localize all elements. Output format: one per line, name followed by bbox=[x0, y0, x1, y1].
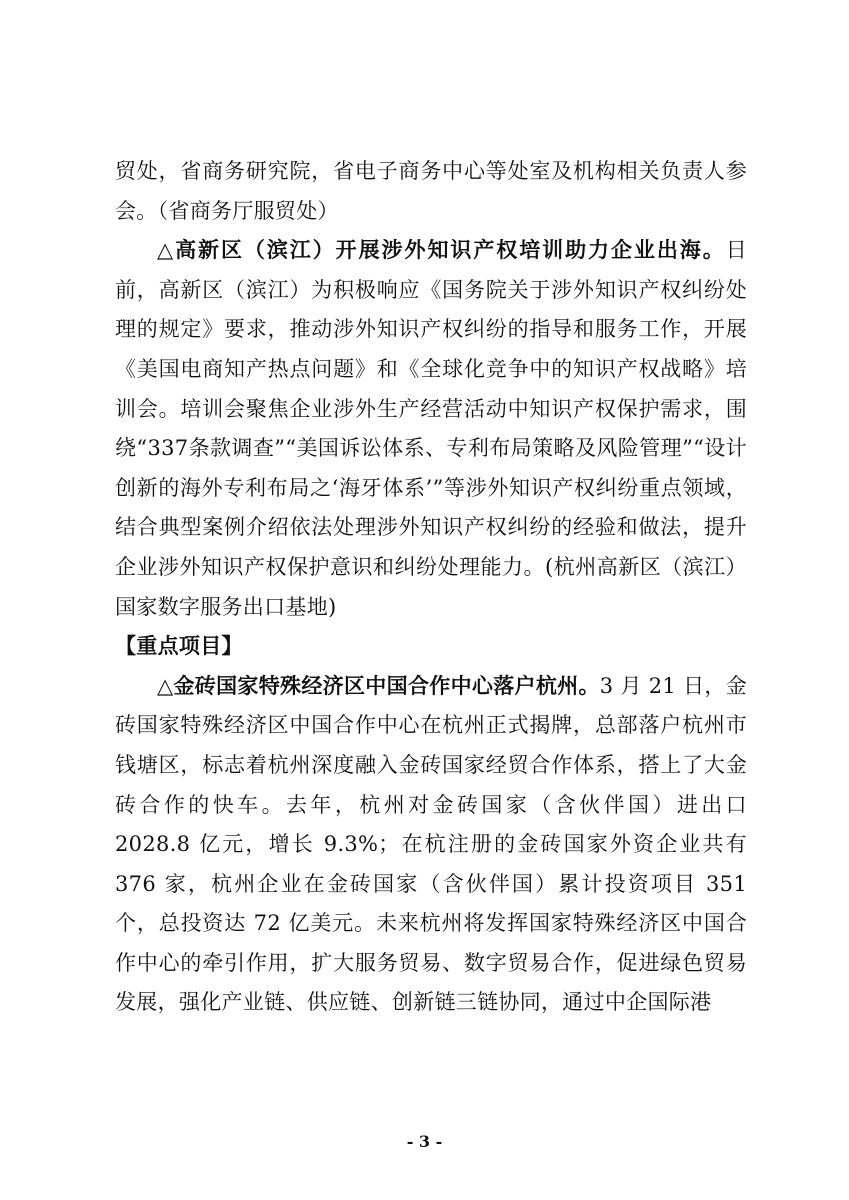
document-body bbox=[115, 152, 747, 1023]
news-item-hi-tech-zone bbox=[115, 231, 747, 627]
page-number: - 3 - bbox=[406, 1132, 443, 1151]
section-heading-key-projects: 【重点项目】 bbox=[115, 634, 243, 659]
news-item-title: △高新区（滨江）开展涉外知识产权培训助力企业出海。 bbox=[157, 238, 726, 263]
news-item-body: 3 月 21 日，金砖国家特殊经济区中国合作中心在杭州正式揭牌，总部落户杭州市钱塘区，标志着杭州深度融入金砖国家经贸合作体系，搭上了大金砖合作的快车。去年，杭州对金砖国家（含伙伴国）进出口 2028.8 亿元，增长 9.3%；在杭注册的金砖国家外资企业共有 376 家，杭州企业在金砖国家（含伙伴国）累计投资项目 351 个，总投资达 72 亿美元。未来杭州将发挥国家特殊经济区中国合作中心的牵引作用，扩大服务贸易、数字贸易合作，促进绿色贸易发展，强化产业链、供应链、创新链三链协同，通过中企国际港 bbox=[115, 673, 748, 1015]
news-item-body: 日前，高新区（滨江）为积极响应《国务院关于涉外知识产权纠纷处理的规定》要求，推动涉外知识产权纠纷的指导和服务工作，开展《美国电商知产热点问题》和《全球化竞争中的知识产权战略》培训会。培训会聚焦企业涉外生产经营活动中知识产权保护需求，围绕“337条款调查”“美国诉讼体系、专利布局策略及风险管理”“设计创新的海外专利布局之‘海牙体系’”等涉外知识产权纠纷重点领域，结合典型案例介绍依法处理涉外知识产权纠纷的经验和做法，提升企业涉外知识产权保护意识和纠纷处理能力。(杭州高新区（滨江）国家数字服务出口基地) bbox=[115, 238, 747, 619]
paragraph-continued: 贸处，省商务研究院，省电子商务中心等处室及机构相关负责人参会。（省商务厅服贸处） bbox=[115, 159, 747, 223]
news-item-title: △金砖国家特殊经济区中国合作中心落户杭州。 bbox=[157, 673, 600, 698]
news-item-brics-center bbox=[115, 667, 747, 1023]
